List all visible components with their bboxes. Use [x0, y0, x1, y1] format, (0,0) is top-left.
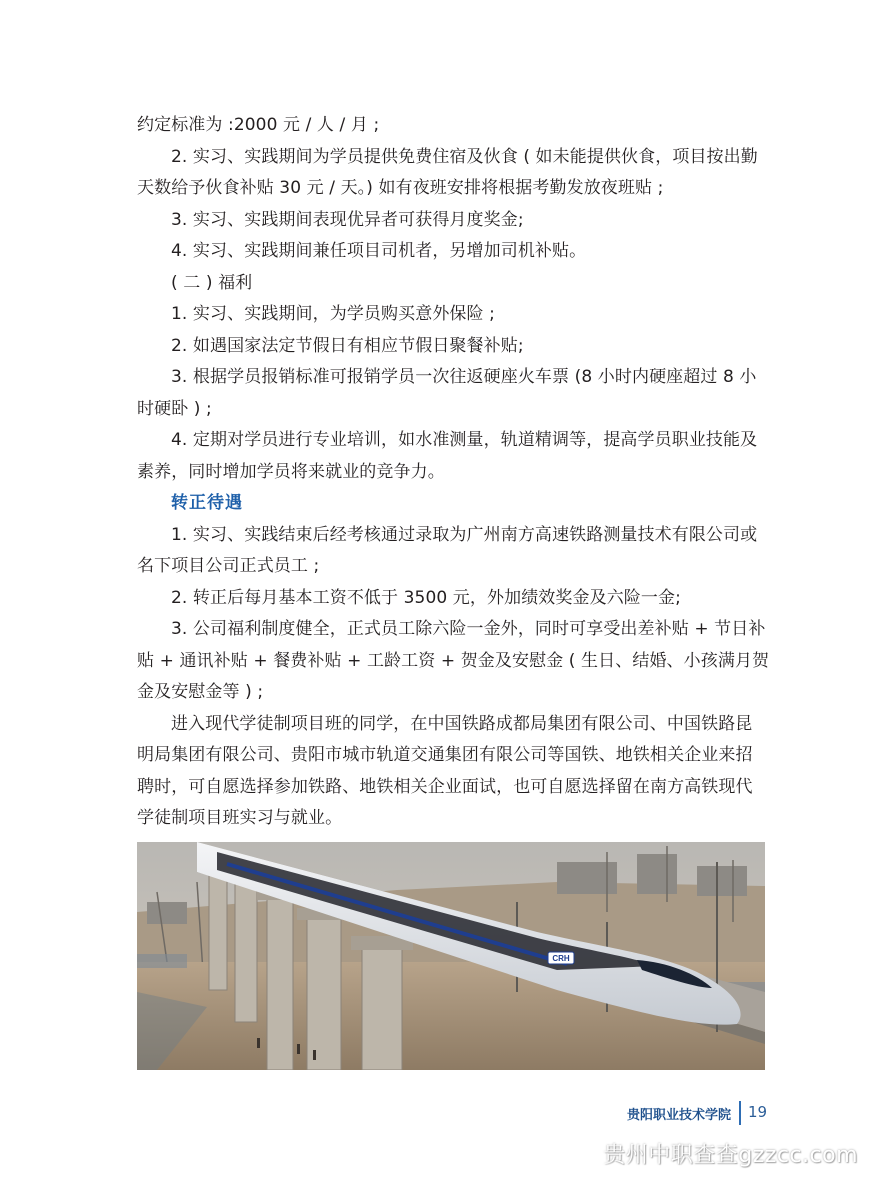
paragraph-line: 进入现代学徒制项目班的同学，在中国铁路成都局集团有限公司、中国铁路昆 [171, 713, 753, 734]
paragraph-line: 名下项目公司正式员工 ; [137, 556, 320, 576]
train-badge: CRH [552, 954, 570, 963]
paragraph-line: 2. 实习、实践期间为学员提供免费住宿及伙食 ( 如未能提供伙食，项目按出勤 [171, 146, 758, 167]
paragraph-line: 贴 + 通讯补贴 + 餐费补贴 + 工龄工资 + 贺金及安慰金 ( 生日、结婚、小孩满月贺 [137, 650, 770, 671]
paragraph-line: 2. 转正后每月基本工资不低于 3500 元，外加绩效奖金及六险一金; [171, 587, 681, 608]
paragraph-line: 聘时，可自愿选择参加铁路、地铁相关企业面试，也可自愿选择留在南方高铁现代 [137, 776, 753, 797]
paragraph-line: 素养，同时增加学员将来就业的竞争力。 [137, 461, 445, 482]
section-heading: 转正待遇 [171, 493, 243, 513]
paragraph-line: 3. 根据学员报销标准可报销学员一次往返硬座火车票 (8 小时内硬座超过 8 小 [171, 367, 757, 387]
section-title-benefits: ( 二 ) 福利 [171, 272, 253, 293]
paragraph-line: 时硬卧 ) ; [137, 398, 212, 419]
paragraph-line: 明局集团有限公司、贵阳市城市轨道交通集团有限公司等国铁、地铁相关企业来招 [137, 745, 753, 765]
page-number: 19 [748, 1103, 768, 1121]
paragraph-line: 学徒制项目班实习与就业。 [137, 808, 343, 828]
body-text [137, 110, 770, 835]
paragraph-line: 天数给予伙食补贴 30 元 / 天。) 如有夜班安排将根据考勤发放夜班贴 ; [137, 178, 664, 198]
paragraph-line: 4. 定期对学员进行专业培训，如水准测量，轨道精调等，提高学员职业技能及 [171, 430, 758, 450]
paragraph-line: 1. 实习、实践结束后经考核通过录取为广州南方高速铁路测量技术有限公司或 [171, 524, 758, 545]
paragraph-line: 金及安慰金等 ) ; [137, 682, 264, 702]
paragraph-line: 3. 公司福利制度健全，正式员工除六险一金外，同时可享受出差补贴 + 节日补 [171, 619, 766, 639]
high-speed-train-photo [137, 842, 765, 1070]
watermark: 贵州中职查查gzzcc.com [603, 1143, 858, 1168]
paragraph-line: 2. 如遇国家法定节假日有相应节假日聚餐补贴; [171, 335, 524, 356]
paragraph-line: 4. 实习、实践期间兼任项目司机者，另增加司机补贴。 [171, 241, 587, 261]
paragraph-line: 1. 实习、实践期间，为学员购买意外保险 ; [171, 304, 495, 324]
footer-school-name: 贵阳职业技术学院 [626, 1108, 731, 1123]
paragraph-line: 约定标准为 :2000 元 / 人 / 月 ; [137, 115, 380, 135]
paragraph-line: 3. 实习、实践期间表现优异者可获得月度奖金; [171, 209, 524, 230]
footer-divider [739, 1101, 741, 1125]
